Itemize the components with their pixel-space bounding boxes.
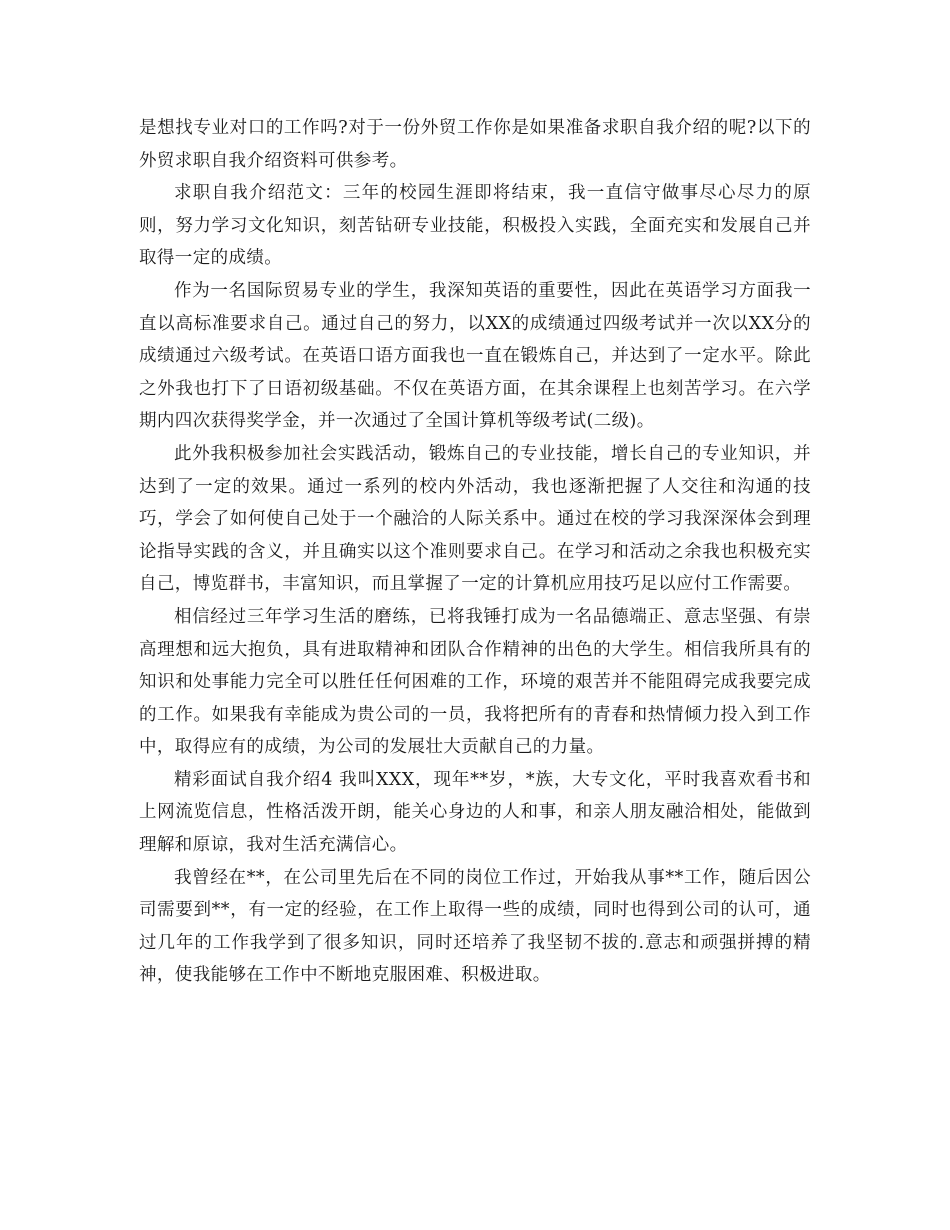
paragraph-sample-intro: 求职自我介绍范文：三年的校园生涯即将结束，我一直信守做事尽心尽力的原则，努力学习文化知识，刻苦钻研专业技能，积极投入实践，全面充实和发展自己并取得一定的成绩。 [139,183,811,269]
paragraph-english-study: 作为一名国际贸易专业的学生，我深知英语的重要性，因此在英语学习方面我一直以高标准要求自己。通过自己的努力，以XX的成绩通过四级考试并一次以XX分的成绩通过六级考试。在英语口语方面我也一直在锻炼自己，并达到了一定水平。除此之外我也打下了日语初级基础。不仅在英语方面，在其余课程上也刻苦学习。在六学期内四次获得奖学金，并一次通过了全国计算机等级考试(二级)。 [139,280,811,432]
paragraph-intro: 是想找专业对口的工作吗?对于一份外贸工作你是如果准备求职自我介绍的呢?以下的外贸求职自我介绍资料可供参考。 [139,118,811,171]
paragraph-self-confidence: 相信经过三年学习生活的磨练，已将我锤打成为一名品德端正、意志坚强、有崇高理想和远大抱负，具有进取精神和团队合作精神的出色的大学生。相信我所具有的知识和处事能力完全可以胜任任何困难的工作，环境的艰苦并不能阻碍完成我要完成的工作。如果我有幸能成为贵公司的一员，我将把所有的青春和热情倾力投入到工作中，取得应有的成绩，为公司的发展壮大贡献自己的力量。 [139,606,811,758]
paragraph-work-experience: 我曾经在**，在公司里先后在不同的岗位工作过，开始我从事**工作，随后因公司需要到**，有一定的经验，在工作上取得一些的成绩，同时也得到公司的认可，通过几年的工作我学到了很多知识，同时还培养了我坚韧不拔的.意志和顽强拼搏的精神，使我能够在工作中不断地克服困难、积极进取。 [139,867,811,986]
paragraph-social-practice: 此外我积极参加社会实践活动，锻炼自己的专业技能，增长自己的专业知识，并达到了一定的效果。通过一系列的校内外活动，我也逐渐把握了人交往和沟通的技巧，学会了如何使自己处于一个融洽的人际关系中。通过在校的学习我深深体会到理论指导实践的含义，并且确实以这个准则要求自己。在学习和活动之余我也积极充实自己，博览群书，丰富知识，而且掌握了一定的计算机应用技巧足以应付工作需要。 [139,443,811,595]
document-body [139,112,811,992]
paragraph-interview-intro-4: 精彩面试自我介绍4 我叫XXX，现年**岁，*族，大专文化，平时我喜欢看书和上网流览信息，性格活泼开朗，能关心身边的人和事，和亲人朋友融洽相处，能做到理解和原谅，我对生活充满信心。 [139,769,811,856]
